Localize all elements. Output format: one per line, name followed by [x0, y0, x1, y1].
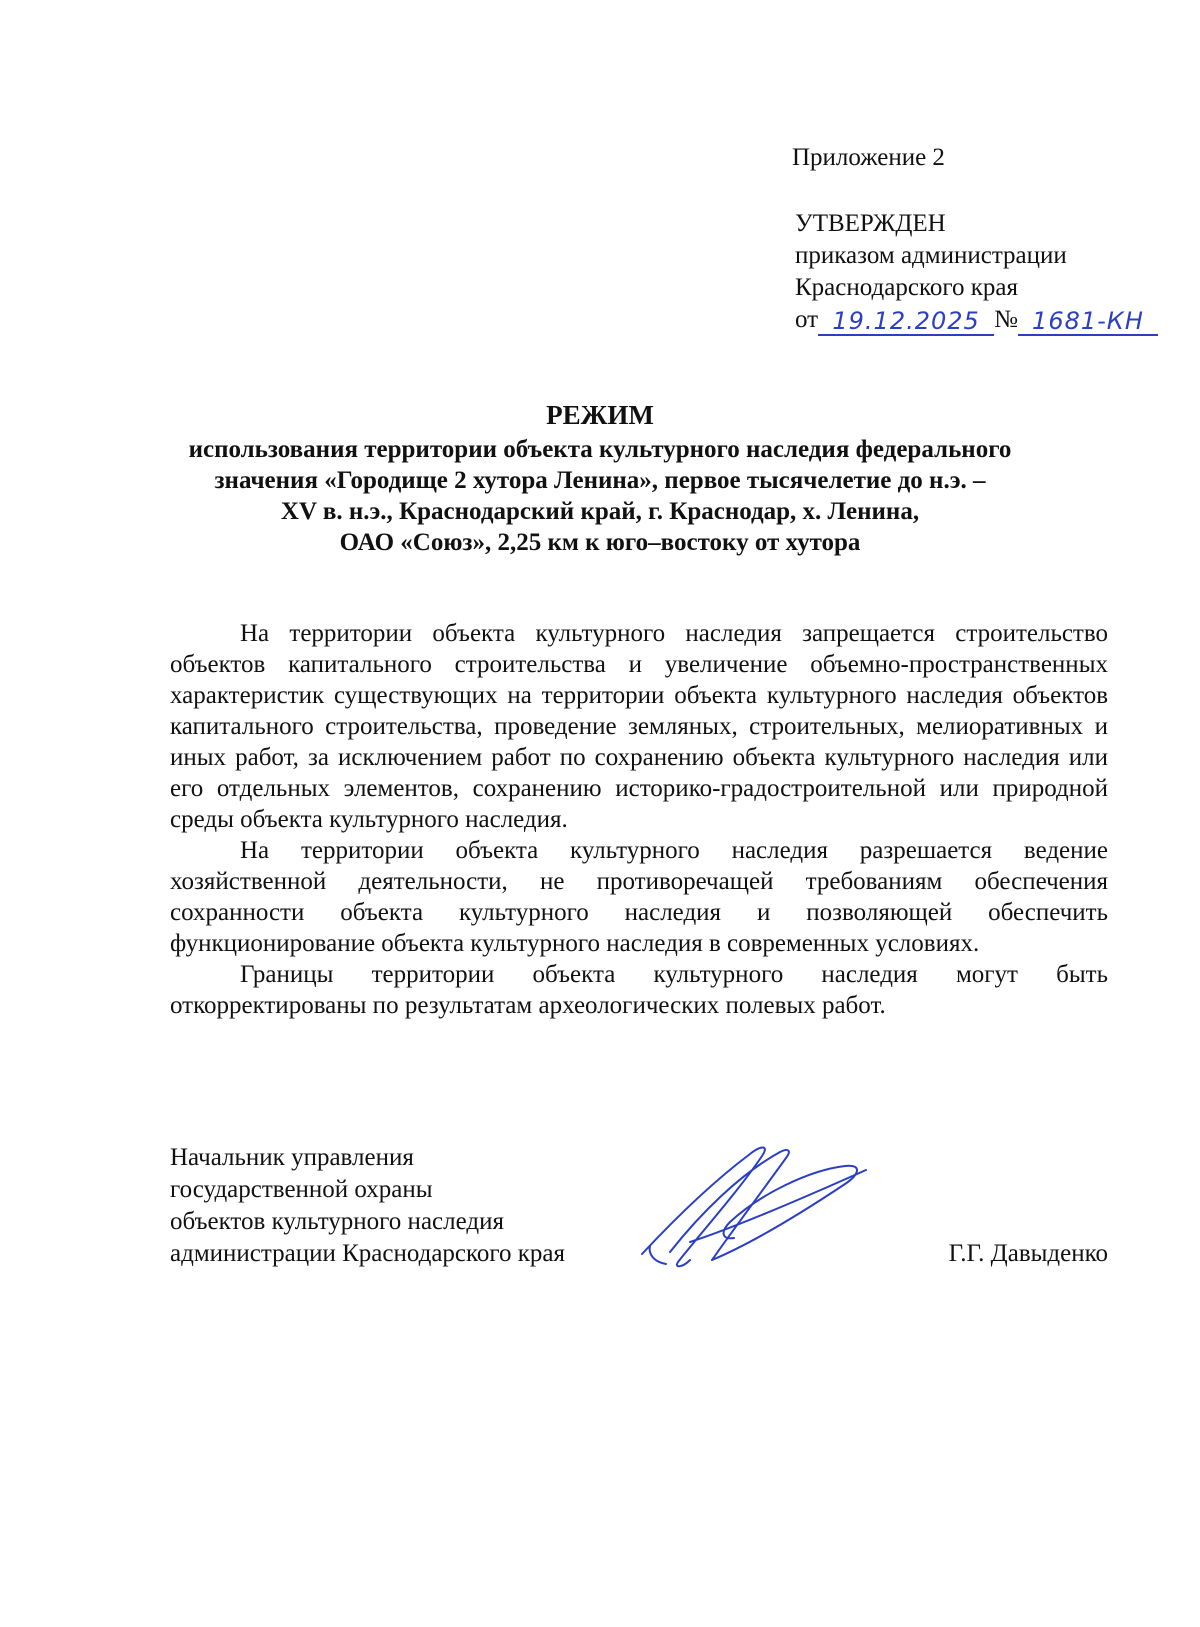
subtitle-line: ОАО «Союз», 2,25 км к юго–востоку от хутора [339, 529, 861, 556]
subtitle-line: XV в. н.э., Краснодарский край, г. Краснодар, х. Ленина, [280, 498, 920, 525]
approval-line-2: приказом администрации [795, 242, 1067, 269]
order-from-label: от [795, 306, 819, 333]
subtitle-line: значения «Городище 2 хутора Ленина», первое тысячелетие до н.э. – [214, 467, 986, 494]
signer-name: Г.Г. Давыденко [948, 1240, 1108, 1267]
signature-block [170, 1142, 1108, 1270]
order-number-label: № [994, 306, 1018, 333]
handwritten-order-date: 19.12.2025 [818, 308, 994, 336]
body-paragraph: На территории объекта культурного наследия запрещается строительство объектов капитального строительства и увеличение объемно-пространственных характеристик существующих на территории объекта культурного наследия объектов капитального строительства, проведение земляных, строительных, мелиоративных и иных работ, за исключением работ по сохранению объекта культурного наследия или его отдельных элементов, сохранению историко-градостроительной или природной среды объекта культурного наследия. [170, 620, 1108, 833]
approval-stamp-block [795, 208, 1158, 336]
body-paragraph: Границы территории объекта культурного наследия могут быть откорректированы по результатам археологических полевых работ. [170, 961, 1108, 1019]
handwritten-order-number: 1681-КН [1018, 308, 1158, 336]
document-heading [140, 398, 1060, 558]
approval-line-3: Краснодарского края [795, 274, 1018, 301]
subtitle-line: использования территории объекта культурного наследия федерального [188, 436, 1012, 463]
signer-position-line: государственной охраны [170, 1176, 433, 1203]
order-reference [795, 304, 1158, 336]
signer-position-line: Начальник управления [170, 1144, 414, 1171]
handwritten-signature [630, 1134, 890, 1274]
signer-position-line: администрации Краснодарского края [170, 1240, 566, 1267]
annex-label: Приложение 2 [792, 144, 945, 171]
body-paragraph: На территории объекта культурного наследия разрешается ведение хозяйственной деятельности, не противоречащей требованиям обеспечения сохранности объекта культурного наследия и позволяющей обеспечить функционирование объекта культурного наследия в современных условиях. [170, 837, 1108, 957]
approval-line-1: УТВЕРЖДЕН [795, 210, 946, 237]
document-body [170, 618, 1108, 1021]
signer-position [170, 1142, 650, 1270]
signer-position-line: объектов культурного наследия [170, 1208, 504, 1235]
document-title: РЕЖИМ [546, 400, 654, 430]
